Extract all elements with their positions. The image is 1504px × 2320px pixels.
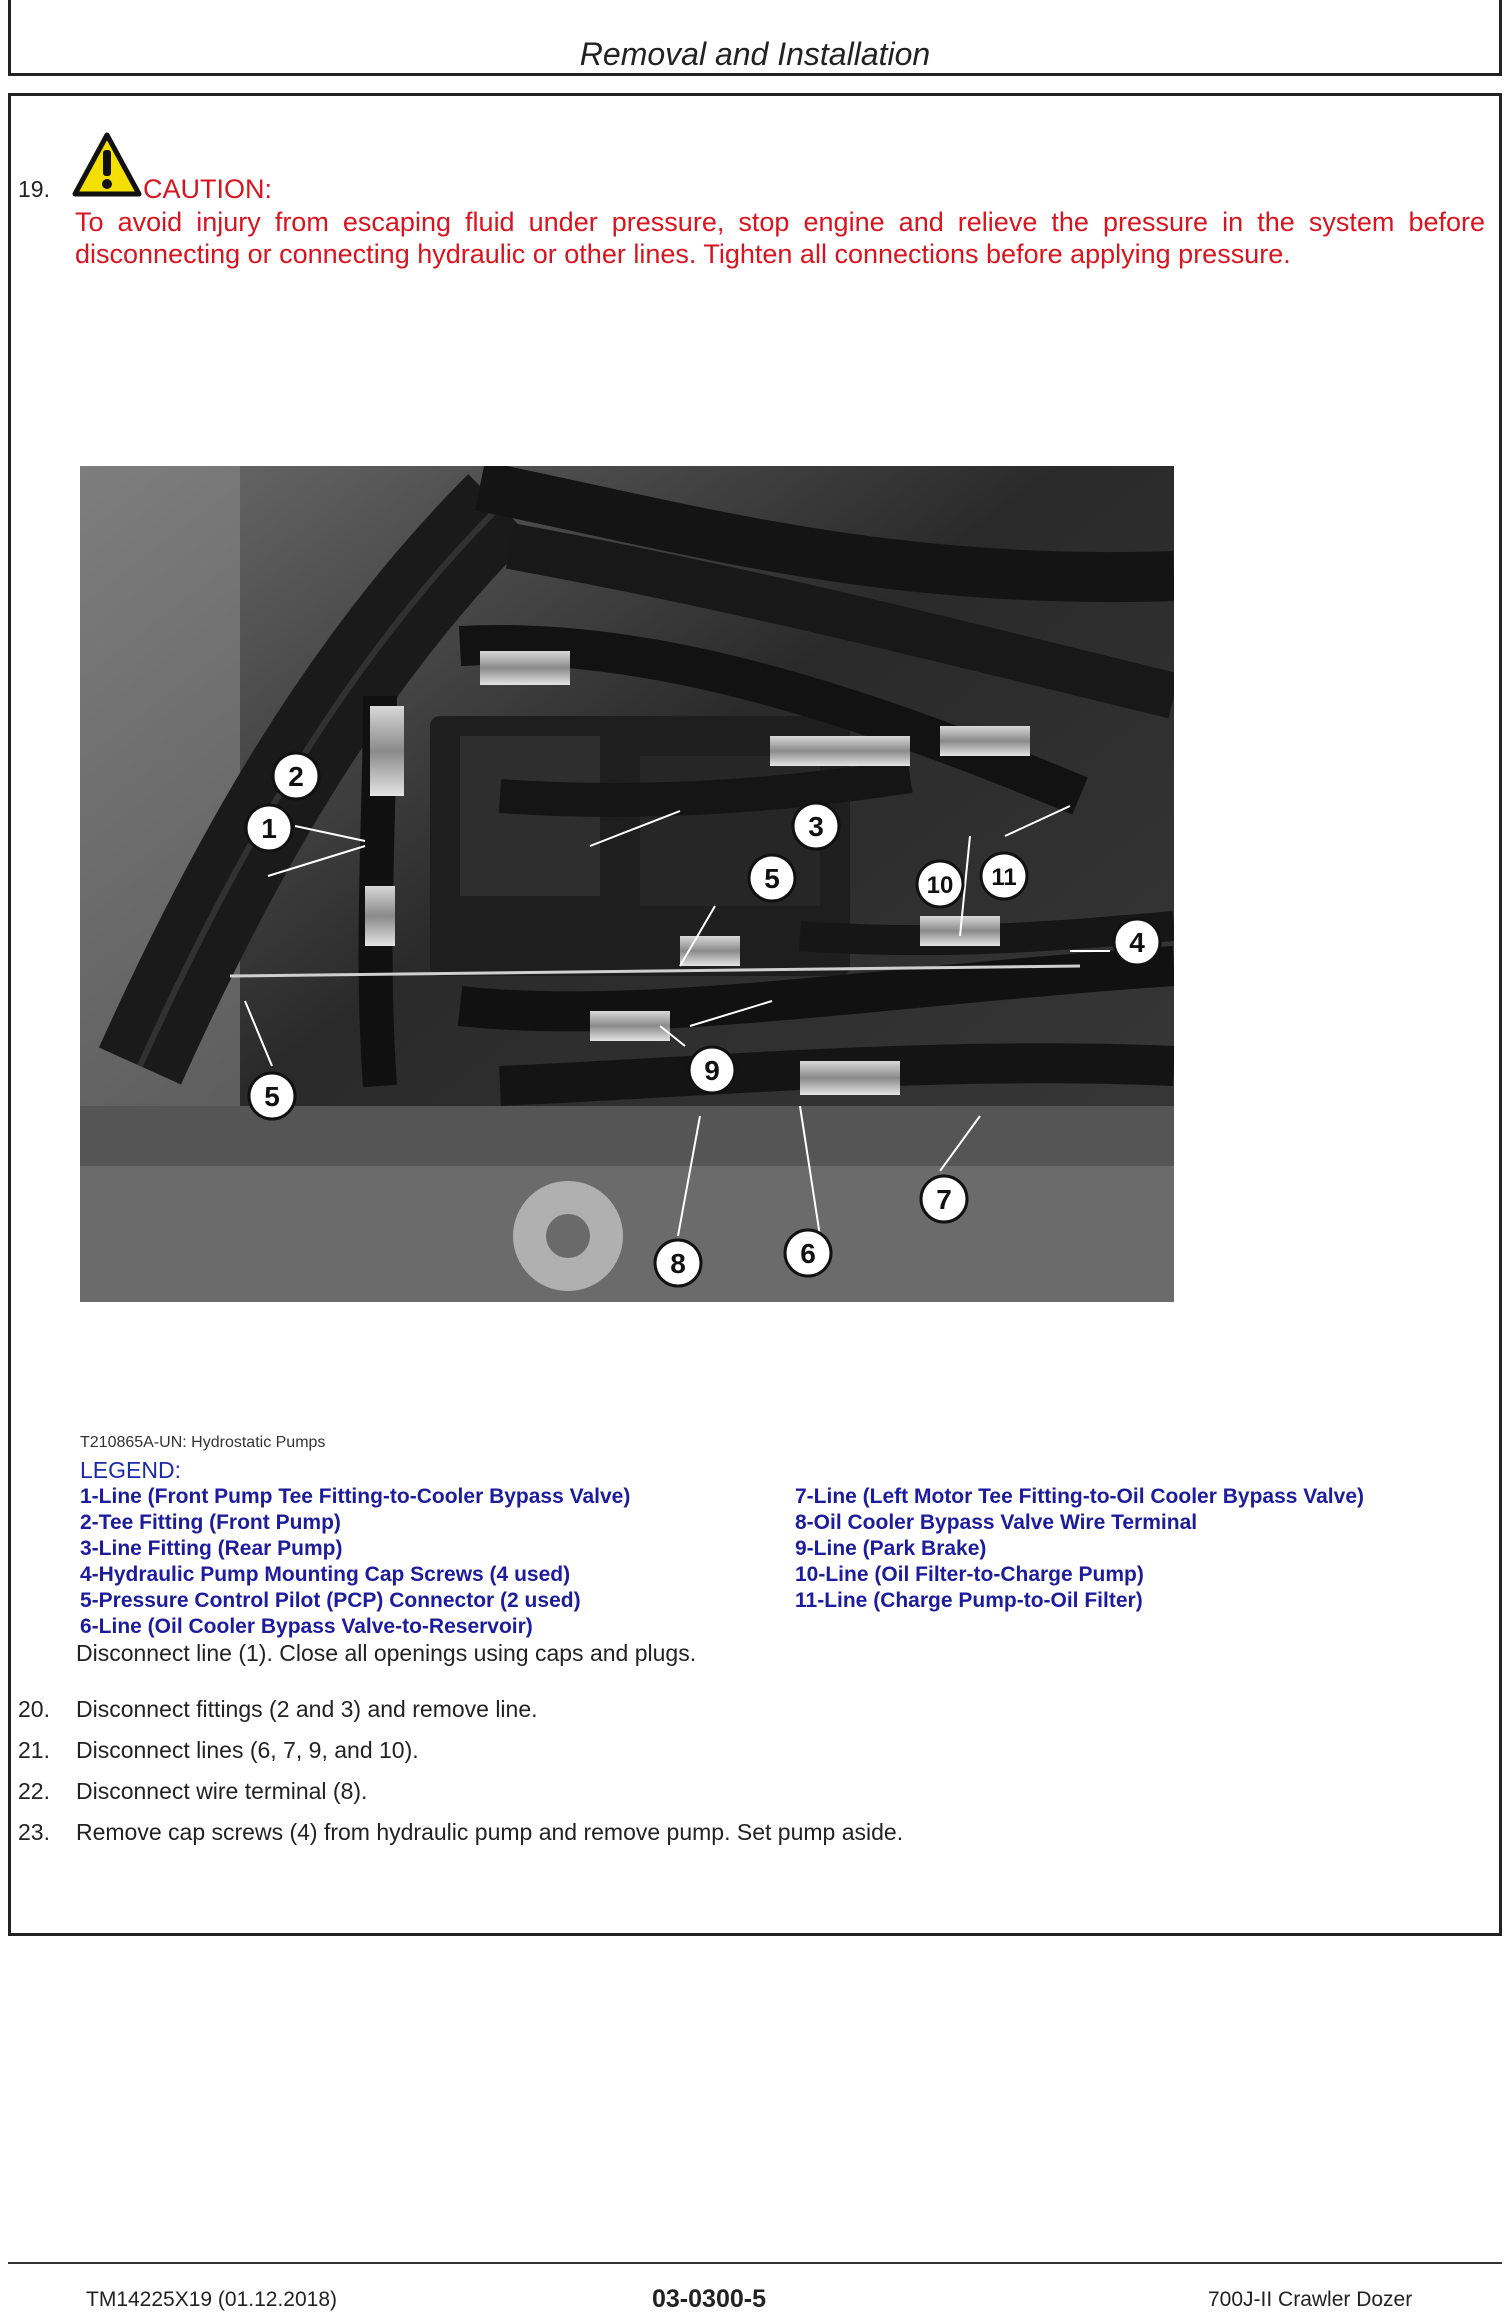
legend-left-column: [80, 1484, 630, 1640]
callout-2: 2: [288, 761, 304, 792]
hydrostatic-pumps-photo: [80, 466, 1174, 1302]
warning-triangle-icon: [72, 132, 142, 198]
callout-8: 8: [670, 1248, 686, 1279]
legend-item: 9-Line (Park Brake): [795, 1537, 987, 1560]
caution-text: To avoid injury from escaping fluid under pressure, stop engine and relieve the pressure in the system before disconnecting or connecting hydraulic or other lines. Tighten all connections before applying pressure.: [75, 207, 1485, 269]
footer-page-number: 03-0300-5: [652, 2285, 766, 2313]
footer-model: 700J-II Crawler Dozer: [1208, 2288, 1413, 2311]
callout-1: 1: [261, 813, 277, 844]
step-19-number: 19.: [18, 176, 50, 202]
legend-item: 2-Tee Fitting (Front Pump): [80, 1511, 341, 1534]
legend-item: 1-Line (Front Pump Tee Fitting-to-Cooler Bypass Valve): [80, 1485, 631, 1508]
page-title: Removal and Installation: [579, 36, 931, 72]
callout-7: 7: [936, 1184, 952, 1215]
header-box: [8, 0, 1502, 76]
callout-10: 10: [926, 872, 954, 899]
legend-item: 5-Pressure Control Pilot (PCP) Connector (2 used): [80, 1589, 581, 1612]
footer-doc-id: TM14225X19 (01.12.2018): [86, 2288, 338, 2311]
legend-right-column: [795, 1484, 1364, 1614]
legend-item: 7-Line (Left Motor Tee Fitting-to-Oil Cooler Bypass Valve): [795, 1485, 1364, 1508]
step-20-text: Disconnect fittings (2 and 3) and remove line.: [76, 1696, 538, 1722]
step-21-number: 21.: [18, 1737, 50, 1763]
callout-11: 11: [991, 864, 1017, 891]
step-22-text: Disconnect wire terminal (8).: [76, 1778, 368, 1804]
callout-3: 3: [808, 811, 824, 842]
legend-item: 4-Hydraulic Pump Mounting Cap Screws (4 used): [80, 1563, 571, 1586]
figure-caption: T210865A-UN: Hydrostatic Pumps: [80, 1434, 326, 1451]
callout-9: 9: [704, 1055, 720, 1086]
callout-6: 6: [800, 1238, 816, 1269]
callout-5b: 5: [264, 1081, 280, 1112]
caution-title: CAUTION:: [143, 174, 273, 204]
legend-item: 11-Line (Charge Pump-to-Oil Filter): [795, 1589, 1143, 1612]
callout-4: 4: [1129, 927, 1145, 958]
legend-item: 8-Oil Cooler Bypass Valve Wire Terminal: [795, 1511, 1198, 1534]
legend-item: 10-Line (Oil Filter-to-Charge Pump): [795, 1563, 1144, 1586]
legend-item: 3-Line Fitting (Rear Pump): [80, 1537, 343, 1560]
legend-item: 6-Line (Oil Cooler Bypass Valve-to-Reservoir): [80, 1615, 533, 1638]
footer-divider: [8, 2262, 1502, 2264]
step-23-number: 23.: [18, 1819, 50, 1845]
step-22-number: 22.: [18, 1778, 50, 1804]
legend-title: LEGEND:: [80, 1457, 181, 1483]
step-20-number: 20.: [18, 1696, 50, 1722]
step-23-text: Remove cap screws (4) from hydraulic pump and remove pump. Set pump aside.: [76, 1819, 904, 1845]
step-21-text: Disconnect lines (6, 7, 9, and 10).: [76, 1737, 419, 1763]
step-19-continuation: Disconnect line (1). Close all openings using caps and plugs.: [76, 1640, 697, 1666]
callout-5a: 5: [764, 863, 780, 894]
